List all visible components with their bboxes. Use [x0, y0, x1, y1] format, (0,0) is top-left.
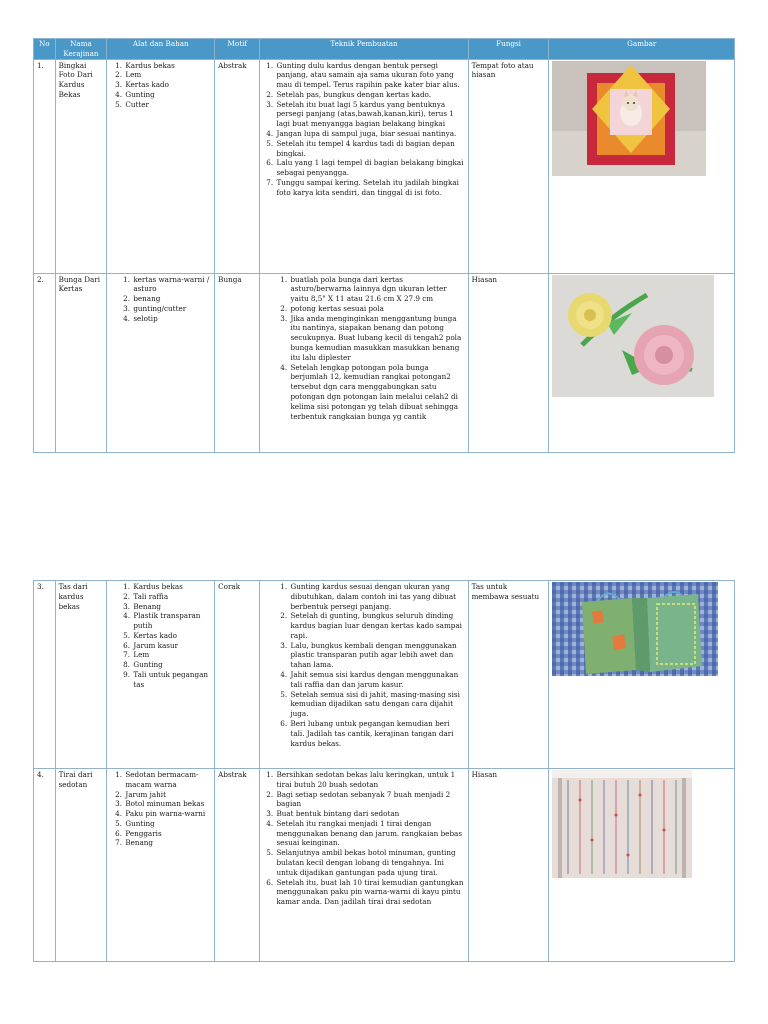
image-cell [549, 273, 735, 452]
cardboard-bag-image [552, 582, 718, 676]
step-item: 3. Buat bentuk bintang dari sedotan [275, 809, 464, 819]
technique-cell [260, 273, 468, 452]
header-technique: Teknik Pembuatan [260, 39, 468, 60]
function-cell: Tas untuk membawa sesuatu [468, 581, 549, 769]
craft-name: Bunga Dari Kertas [55, 273, 107, 452]
technique-cell [260, 581, 468, 769]
row-number: 4. [34, 769, 56, 962]
header-motif: Motif [215, 39, 260, 60]
step-item: 4. Setelah itu rangkai menjadi 1 tirai dengan menggunakan benang dan jarum. rangkaian bebas sesuai keinginan. [275, 819, 464, 848]
motif-cell: Bunga [215, 273, 260, 452]
step-item: 4. Jahit semua sisi kardus dengan menggunakan tali raffia dan dan jarum kasur. [289, 670, 464, 690]
step-item: 5. Setelah semua sisi di jahit, masing-masing sisi kemudian dijadikan satu dengan cara dijahit juga. [289, 690, 464, 719]
step-item: 4. Jangan lupa di sampul juga, biar sesuai nantinya. [275, 129, 464, 139]
step-item: 3. Setelah itu buat lagi 5 kardus yang bentuknya persegi panjang (atas,bawah,kanan,kiri), terus 1 lagi buat menyangga bagian belakang bingkai [275, 100, 464, 129]
tools-cell [107, 581, 215, 769]
step-item: 1. Gunting dulu kardus dengan bentuk persegi panjang, atau samain aja sama ukuran foto yang mau di tempel. Terus rapihin pake kater biar alus. [275, 61, 464, 90]
tools-cell [107, 59, 215, 273]
function-cell: Tempat foto atau hiasan [468, 59, 549, 273]
crafts-table-top [33, 38, 735, 453]
tool-item: 7. Lem [132, 650, 211, 660]
straw-curtain-image [552, 770, 692, 878]
row-number: 1. [34, 59, 56, 273]
tool-item: 1. Kardus bekas [124, 61, 211, 71]
tool-item: 3. gunting/cutter [132, 304, 211, 314]
step-item: 2. Bagi setiap sedotan sebanyak 7 buah menjadi 2 bagian [275, 790, 464, 810]
function-cell: Hiasan [468, 273, 549, 452]
table-row [34, 769, 735, 962]
tool-item: 1. Sedotan bermacam-macam warna [124, 770, 211, 790]
header-function: Fungsi [468, 39, 549, 60]
tool-item: 9. Tali untuk pegangan tas [132, 670, 211, 690]
tool-item: 3. Botol minuman bekas [124, 799, 211, 809]
tool-item: 1. Kardus bekas [132, 582, 211, 592]
tool-item: 3. Kertas kado [124, 80, 211, 90]
step-item: 6. Lalu yang 1 lagi tempel di bagian belakang bingkai sebagai penyangga. [275, 158, 464, 178]
tool-item: 2. benang [132, 294, 211, 304]
tool-item: 5. Kertas kado [132, 631, 211, 641]
motif-cell: Abstrak [215, 769, 260, 962]
tool-item: 6. Penggaris [124, 829, 211, 839]
step-item: 3. Jika anda menginginkan menggantung bunga itu nantinya, siapakan benang dan potong secukupnya. Buat lubang kecil di tengah2 pola bunga kemudian masukkan masukkan benang itu lalu diplester [289, 314, 464, 363]
tool-item: 4. Paku pin warna-warni [124, 809, 211, 819]
tool-item: 5. Cutter [124, 100, 211, 110]
step-item: 6. Setelah itu, buat lah 10 tirai kemudian gantungkan menggunakan paku pin warna-warni di kayu pintu kamar anda. Dan jadilah tirai drai sedotan [275, 878, 464, 907]
craft-name: Bingkai Foto Dari Kardus Bekas [55, 59, 107, 273]
tools-cell [107, 273, 215, 452]
tool-item: 7. Benang [124, 838, 211, 848]
image-cell [549, 59, 735, 273]
tool-item: 6. Jarum kasur [132, 641, 211, 651]
craft-name: Tirai dari sedotan [55, 769, 107, 962]
tool-item: 3. Benang [132, 602, 211, 612]
tool-item: 4. selotip [132, 314, 211, 324]
row-number: 3. [34, 581, 56, 769]
table-row [34, 581, 735, 769]
step-item: 5. Setelah itu tempel 4 kardus tadi di bagian depan bingkai. [275, 139, 464, 159]
technique-cell [260, 769, 468, 962]
image-cell [549, 581, 735, 769]
motif-cell: Corak [215, 581, 260, 769]
tool-item: 2. Lem [124, 70, 211, 80]
crafts-table-bottom [33, 580, 735, 962]
paper-flower-image [552, 275, 714, 397]
step-item: 1. Bersihkan sedotan bekas lalu keringkan, untuk 1 tirai butuh 20 buah sedotan [275, 770, 464, 790]
tools-cell [107, 769, 215, 962]
step-item: 2. potong kertas sesuai pola [289, 304, 464, 314]
step-item: 1. buatlah pola bunga dari kertas asturo/berwarna lainnya dgn ukuran letter yaitu 8,5" X 11 atau 21.6 cm X 27.9 cm [289, 275, 464, 304]
step-item: 4. Setelah lengkap potongan pola bunga berjumlah 12, kemudian rangkai potongan2 tersebut dgn cara menggabungkan satu potongan dgn potongan lain melalui celah2 di kelima sisi potongan yg telah dibuat sehingga terbentuk rangkaian bunga yg cantik [289, 363, 464, 422]
tool-item: 2. Tali raffia [132, 592, 211, 602]
header-name: Nama Kerajinan [55, 39, 107, 60]
step-item: 2. Setelah pas, bungkus dengan kertas kado. [275, 90, 464, 100]
motif-cell: Abstrak [215, 59, 260, 273]
table-header-row [34, 39, 735, 60]
step-item: 7. Tunggu sampai kering. Setelah itu jadilah bingkai foto karya kita sendiri, dan tinggal di isi foto. [275, 178, 464, 198]
table-row [34, 59, 735, 273]
step-item: 5. Selanjutnya ambil bekas botol minuman, gunting bulatan kecil dengan lobang di tengahnya. Ini untuk dijadikan gantungan pada ujung tirai. [275, 848, 464, 877]
tool-item: 1. kertas warna-warni / asturo [132, 275, 211, 295]
tool-item: 8. Gunting [132, 660, 211, 670]
row-number: 2. [34, 273, 56, 452]
technique-cell [260, 59, 468, 273]
header-image: Gambar [549, 39, 735, 60]
step-item: 6. Beri lubang untuk pegangan kemudian beri tali. Jadilah tas cantik, kerajinan tangan dari kardus bekas. [289, 719, 464, 748]
header-tools: Alat dan Bahan [107, 39, 215, 60]
craft-name: Tas dari kardus bekas [55, 581, 107, 769]
step-item: 1. Gunting kardus sesuai dengan ukuran yang dibutuhkan, dalam contoh ini tas yang dibuat berbentuk persegi panjang. [289, 582, 464, 611]
table-row [34, 273, 735, 452]
function-cell: Hiasan [468, 769, 549, 962]
step-item: 3. Lalu, bungkus kembali dengan menggunakan plastic transparan putih agar lebih awet dan tahan lama. [289, 641, 464, 670]
image-cell [549, 769, 735, 962]
tool-item: 5. Gunting [124, 819, 211, 829]
tool-item: 2. Jarum jahit [124, 790, 211, 800]
photo-frame-image [552, 61, 706, 176]
step-item: 2. Setelah di gunting, bungkus seluruh dinding kardus bagian luar dengan kertas kado sampai rapi. [289, 611, 464, 640]
header-no: No [34, 39, 56, 60]
tool-item: 4. Gunting [124, 90, 211, 100]
tool-item: 4. Plastik transparan putih [132, 611, 211, 631]
